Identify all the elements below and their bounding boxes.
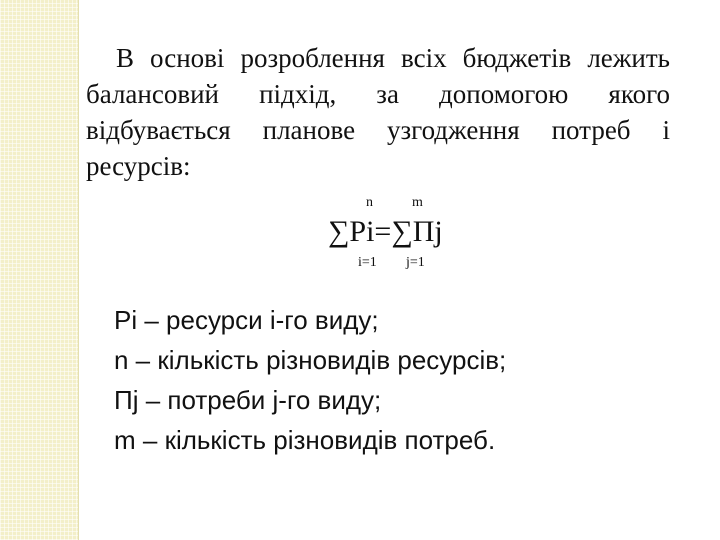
stripe-divider [78, 0, 79, 540]
intro-paragraph: В основі розроблення всіх бюджетів лежить балансовий підхід, за допомогою якого відбувається планове узгодження потреб і ресурсів: [86, 43, 670, 181]
sum-lower-limit-i: i=1 [358, 255, 377, 270]
formula-expression: ∑Pi=∑Пj [328, 215, 443, 248]
definition-list [114, 300, 674, 460]
definition-item: Пj – потреби j-го виду; [114, 385, 382, 415]
definition-item: n – кількість різновидів ресурсів; [114, 345, 507, 375]
definition-item: m – кількість різновидів потреб. [114, 425, 496, 455]
sum-upper-limit-m: m [412, 195, 423, 210]
decorative-side-stripe [0, 0, 78, 540]
definition-item: Pi – ресурси і-го виду; [114, 305, 379, 335]
balance-formula [328, 196, 488, 276]
sum-upper-limit-n: n [366, 195, 373, 210]
sum-lower-limit-j: j=1 [406, 255, 425, 270]
